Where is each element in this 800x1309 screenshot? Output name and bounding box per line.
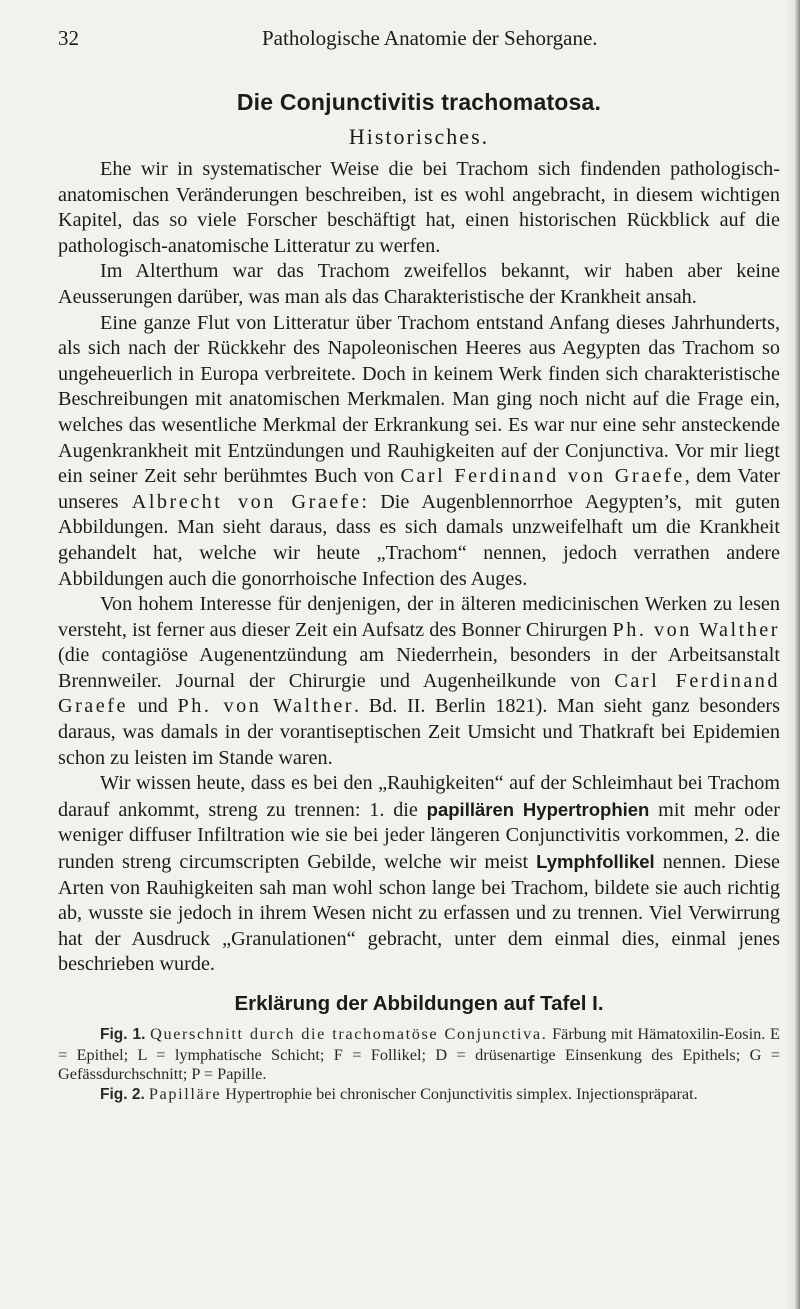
chapter-title: Die Conjunctivitis trachomatosa. xyxy=(236,89,602,115)
page-number: 32 xyxy=(58,26,79,50)
page-edge-shadow xyxy=(786,0,800,1309)
section-title: Historisches. xyxy=(348,124,490,149)
figure-caption-1 xyxy=(58,1024,780,1084)
paragraph-3-text-b: , dem Vater unseres xyxy=(58,465,780,513)
paragraph-5 xyxy=(58,771,780,978)
figure-label: Fig. 1. xyxy=(100,1026,146,1043)
paragraph-1 xyxy=(58,157,780,259)
page-header xyxy=(58,26,780,66)
author-name: Carl Ferdinand Graefe xyxy=(58,669,780,718)
paragraph-5-text-a: Wir wissen heute, dass es bei den „Rauhigkeiten“ auf der Schleimhaut bei Trachom darauf ankommt, streng zu trennen: 1. die xyxy=(58,772,780,821)
figure-label: Fig. 2. xyxy=(100,1085,145,1103)
paragraph-4 xyxy=(58,592,780,771)
paragraph-5-text-c: nennen. Diese Arten von Rauhigkeiten sah man wohl schon lange bei Trachom, bildete sie auch richtig ab, wusste sie jedoch in ihrem Wesen nicht zu erfassen und zu trennen. Viel Verwirrung hat der Ausdruck „Granulationen“ gebracht, unter dem einmal dies, einmal jenes beschrieben wurde. xyxy=(58,851,780,976)
paragraph-2-text: Im Alterthum war das Trachom zweifellos bekannt, wir haben aber keine Aeusserungen darüber, was man als das Charakteristische der Krankheit ansah. xyxy=(58,260,780,308)
running-title: Pathologische Anatomie der Sehorgane. xyxy=(262,26,598,50)
bold-term: papillären Hypertrophien xyxy=(426,798,650,820)
paragraph-1-text: Ehe wir in systematischer Weise die bei Trachom sich findenden pathologisch-anatomischen Veränderungen beschreiben, ist es wohl angebracht, in diesem wichtigen Kapitel, das so viele Forscher beschäftigt hat, einen historischen Rückblick auf die pathologisch-anatomische Litteratur zu werfen. xyxy=(58,158,780,257)
author-name: Ph. von Walther xyxy=(612,618,780,641)
paragraph-3 xyxy=(58,311,780,593)
paragraph-4-text-b: (die contagiöse Augenentzündung am Niederrhein, besonders in der Arbeitsanstalt Brennweiler. Journal der Chirurgie und Augenheilkunde von xyxy=(58,644,780,692)
paragraph-2 xyxy=(58,259,780,310)
figure-caption-spaced: Querschnitt durch die trachomatöse Conjunctiva. xyxy=(150,1024,548,1043)
paragraph-3-text-c: : Die Augenblennorrhoe Aegypten’s, mit guten Abbildungen. Man sieht daraus, dass es sich damals unzweifelhaft um die Krankheit gehandelt hat, welche wir heute „Trachom“ nennen, jedoch verrathen andere Abbildungen auch die gonorrhoische Infection des Auges. xyxy=(58,490,780,590)
author-name: Carl Ferdinand von Graefe xyxy=(400,465,685,488)
bold-term: Lymphfollikel xyxy=(536,851,655,873)
figure-caption-text: Hypertrophie bei chronischer Conjunctivitis simplex. Injectionspräparat. xyxy=(221,1083,698,1103)
figure-caption-text: Färbung mit Hämatoxilin-Eosin. E = Epithel; L = lymphatische Schicht; F = Follikel; D = drüsenartige Einsenkung des Epithels; G = Gefässdurchschnitt; P = Papille. xyxy=(58,1024,780,1084)
paragraph-5-text-b: mit mehr oder weniger diffuser Infiltration wie sie bei jeder längeren Conjunctivitis vorkommen, 2. die runden streng circumscripten Gebilde, welche wir meist xyxy=(58,798,780,874)
book-page xyxy=(58,0,780,1309)
paragraph-4-text-c: und xyxy=(127,695,178,718)
figure-caption-2 xyxy=(58,1084,780,1105)
paragraph-4-text-d: . Bd. II. Berlin 1821). Man sieht ganz besonders daraus, was damals in der vorantiseptischen Zeit Umsicht und Thatkraft bei Epidemien schon zu leisten im Stande waren. xyxy=(58,695,781,769)
paragraph-4-text-a: Von hohem Interesse für denjenigen, der in älteren medicinischen Werken zu lesen versteht, ist ferner aus dieser Zeit ein Aufsatz des Bonner Chirurgen xyxy=(58,593,780,641)
figure-explanation-title: Erklärung der Abbildungen auf Tafel I. xyxy=(234,992,604,1015)
paragraph-3-text-a: Eine ganze Flut von Litteratur über Trachom entstand Anfang dieses Jahrhunderts, als sich nach der Rückkehr des Napoleonischen Heeres aus Aegypten das Trachom so ungeheuerlich in Europa verbreitete. Doch in keinem Werk finden sich charakteristische Beschreibungen mit anatomischen Merkmalen. Man ging noch nicht auf die Frage ein, welches das wesentliche Merkmal der Erkrankung sei. Es war nur eine sehr ansteckende Augenkrankheit mit Entzündungen und Rauhigkeiten auf der Conjunctiva. Vor mir liegt ein seiner Zeit sehr berühmtes Buch von xyxy=(58,311,780,488)
author-name: Ph. von Walther xyxy=(177,695,355,718)
figure-caption-spaced: Papilläre xyxy=(148,1083,222,1103)
author-name: Albrecht von Graefe xyxy=(131,490,362,513)
